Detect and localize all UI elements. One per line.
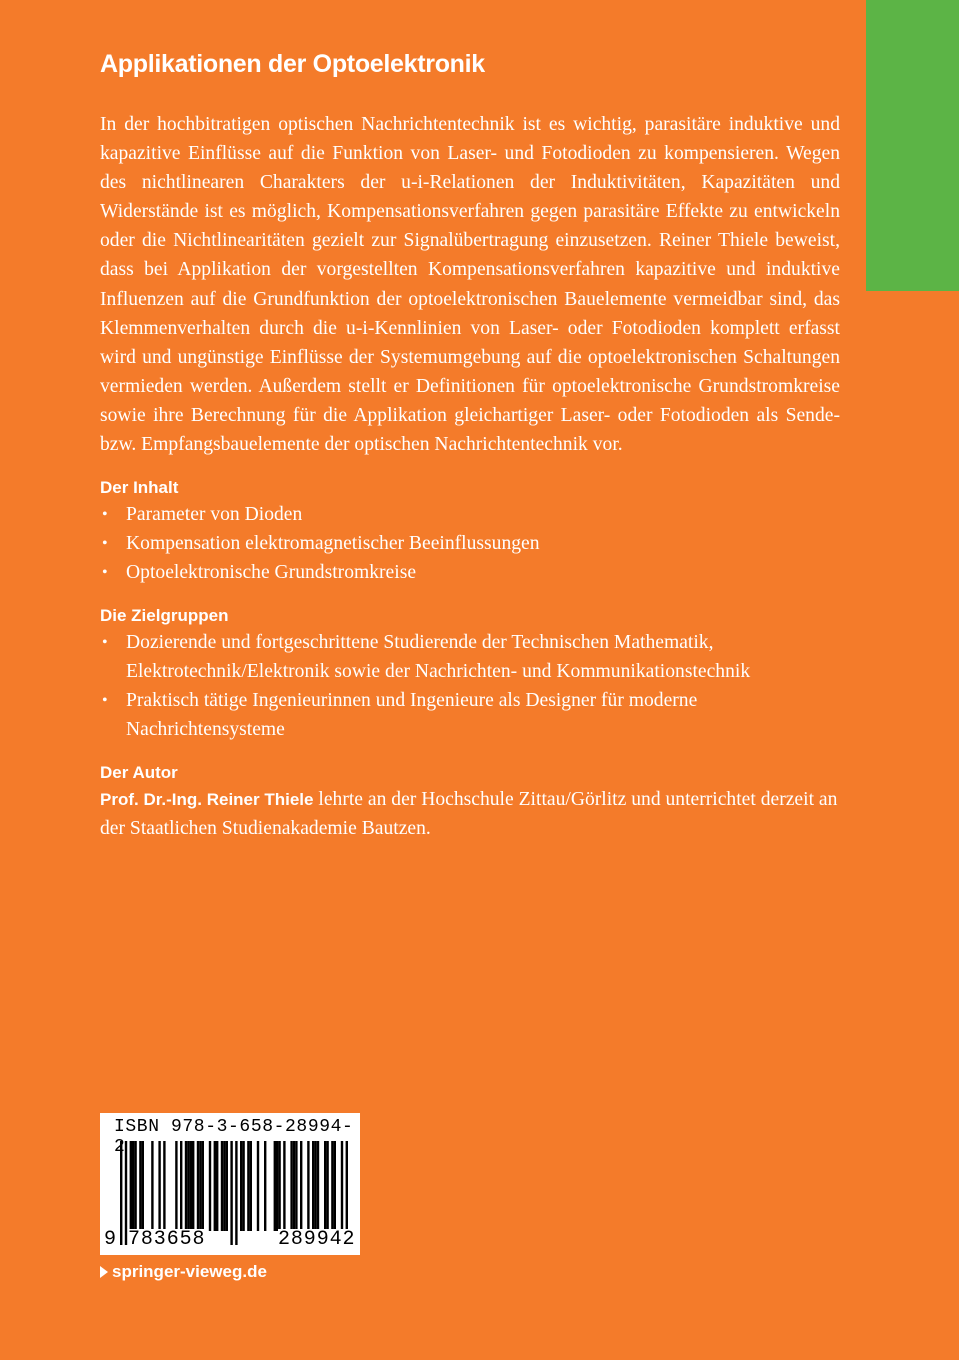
book-title: Applikationen der Optoelektronik	[100, 50, 485, 78]
bullet-icon: •	[102, 535, 108, 553]
author-name: Prof. Dr.-Ing. Reiner Thiele	[100, 790, 314, 810]
inhalt-list	[100, 500, 840, 587]
section-heading-autor: Der Autor	[100, 763, 178, 783]
list-item: • Kompensation elektromagnetischer Beeinflussungen	[100, 529, 840, 558]
bullet-icon: •	[102, 692, 108, 710]
bullet-icon: •	[102, 564, 108, 582]
list-item: • Dozierende und fortgeschrittene Studierende der Technischen Mathematik, Elektrotechnik/Elektronik sowie der Nachrichten- und Kommunikationstechnik	[100, 628, 840, 686]
bullet-icon: •	[102, 634, 108, 652]
publisher-link-label[interactable]: springer-vieweg.de	[112, 1262, 267, 1281]
list-item: • Optoelektronische Grundstromkreise	[100, 558, 840, 587]
section-heading-inhalt: Der Inhalt	[100, 478, 179, 498]
author-paragraph	[100, 785, 840, 843]
ean-digit-first: 9	[104, 1228, 117, 1251]
isbn-number: ISBN 978-3-658-28994-2	[114, 1117, 354, 1157]
back-cover-content	[100, 44, 840, 843]
ean-digits-left: 783658	[128, 1228, 206, 1251]
accent-color-tab	[866, 0, 959, 291]
list-item: • Praktisch tätige Ingenieurinnen und Ingenieure als Designer für moderne Nachrichtensysteme	[100, 686, 840, 744]
zielgruppen-list	[100, 628, 840, 744]
isbn-barcode	[100, 1113, 360, 1255]
publisher-link[interactable]	[100, 1262, 267, 1282]
list-item: • Parameter von Dioden	[100, 500, 840, 529]
ean-digits-right: 289942	[278, 1228, 356, 1251]
intro-paragraph: In der hochbitratigen optischen Nachrichtentechnik ist es wichtig, parasitäre induktive und kapazitive Einflüsse auf die Funktion von Laser- und Fotodioden zu kompensieren. Wegen des nichtlinearen Charakters der u-i-Relationen der Induktivitäten, Kapazitäten und Widerstände ist es möglich, Kompensationsverfahren gegen parasitäre Effekte zu entwickeln oder die Nichtlinearitäten gezielt zur Signalübertragung einzusetzen. Reiner Thiele beweist, dass bei Applikation der vorgestellten Kompensationsverfahren kapazitive und induktive Influenzen auf die Grundfunktion der optoelektronischen Bauelemente vermeidbar sind, das Klemmenverhalten durch die u-i-Kennlinien von Laser- oder Fotodioden komplett erfasst wird und ungünstige Einflüsse der Systemumgebung auf die optoelektronischen Schaltungen vermieden werden. Außerdem stellt er Definitionen für optoelektronische Grundstromkreise sowie ihre Berechnung für die Applikation gleichartiger Laser- oder Fotodioden als Sende- bzw. Empfangsbauelemente der optischen Nachrichtentechnik vor.	[100, 114, 840, 456]
section-heading-zielgruppen: Die Zielgruppen	[100, 606, 229, 626]
author-bio: lehrte an der Hochschule Zittau/Görlitz und unterrichtet derzeit an der Staatlichen Studienakademie Bautzen.	[100, 789, 838, 840]
arrow-right-icon	[100, 1266, 108, 1278]
bullet-icon: •	[102, 506, 108, 524]
